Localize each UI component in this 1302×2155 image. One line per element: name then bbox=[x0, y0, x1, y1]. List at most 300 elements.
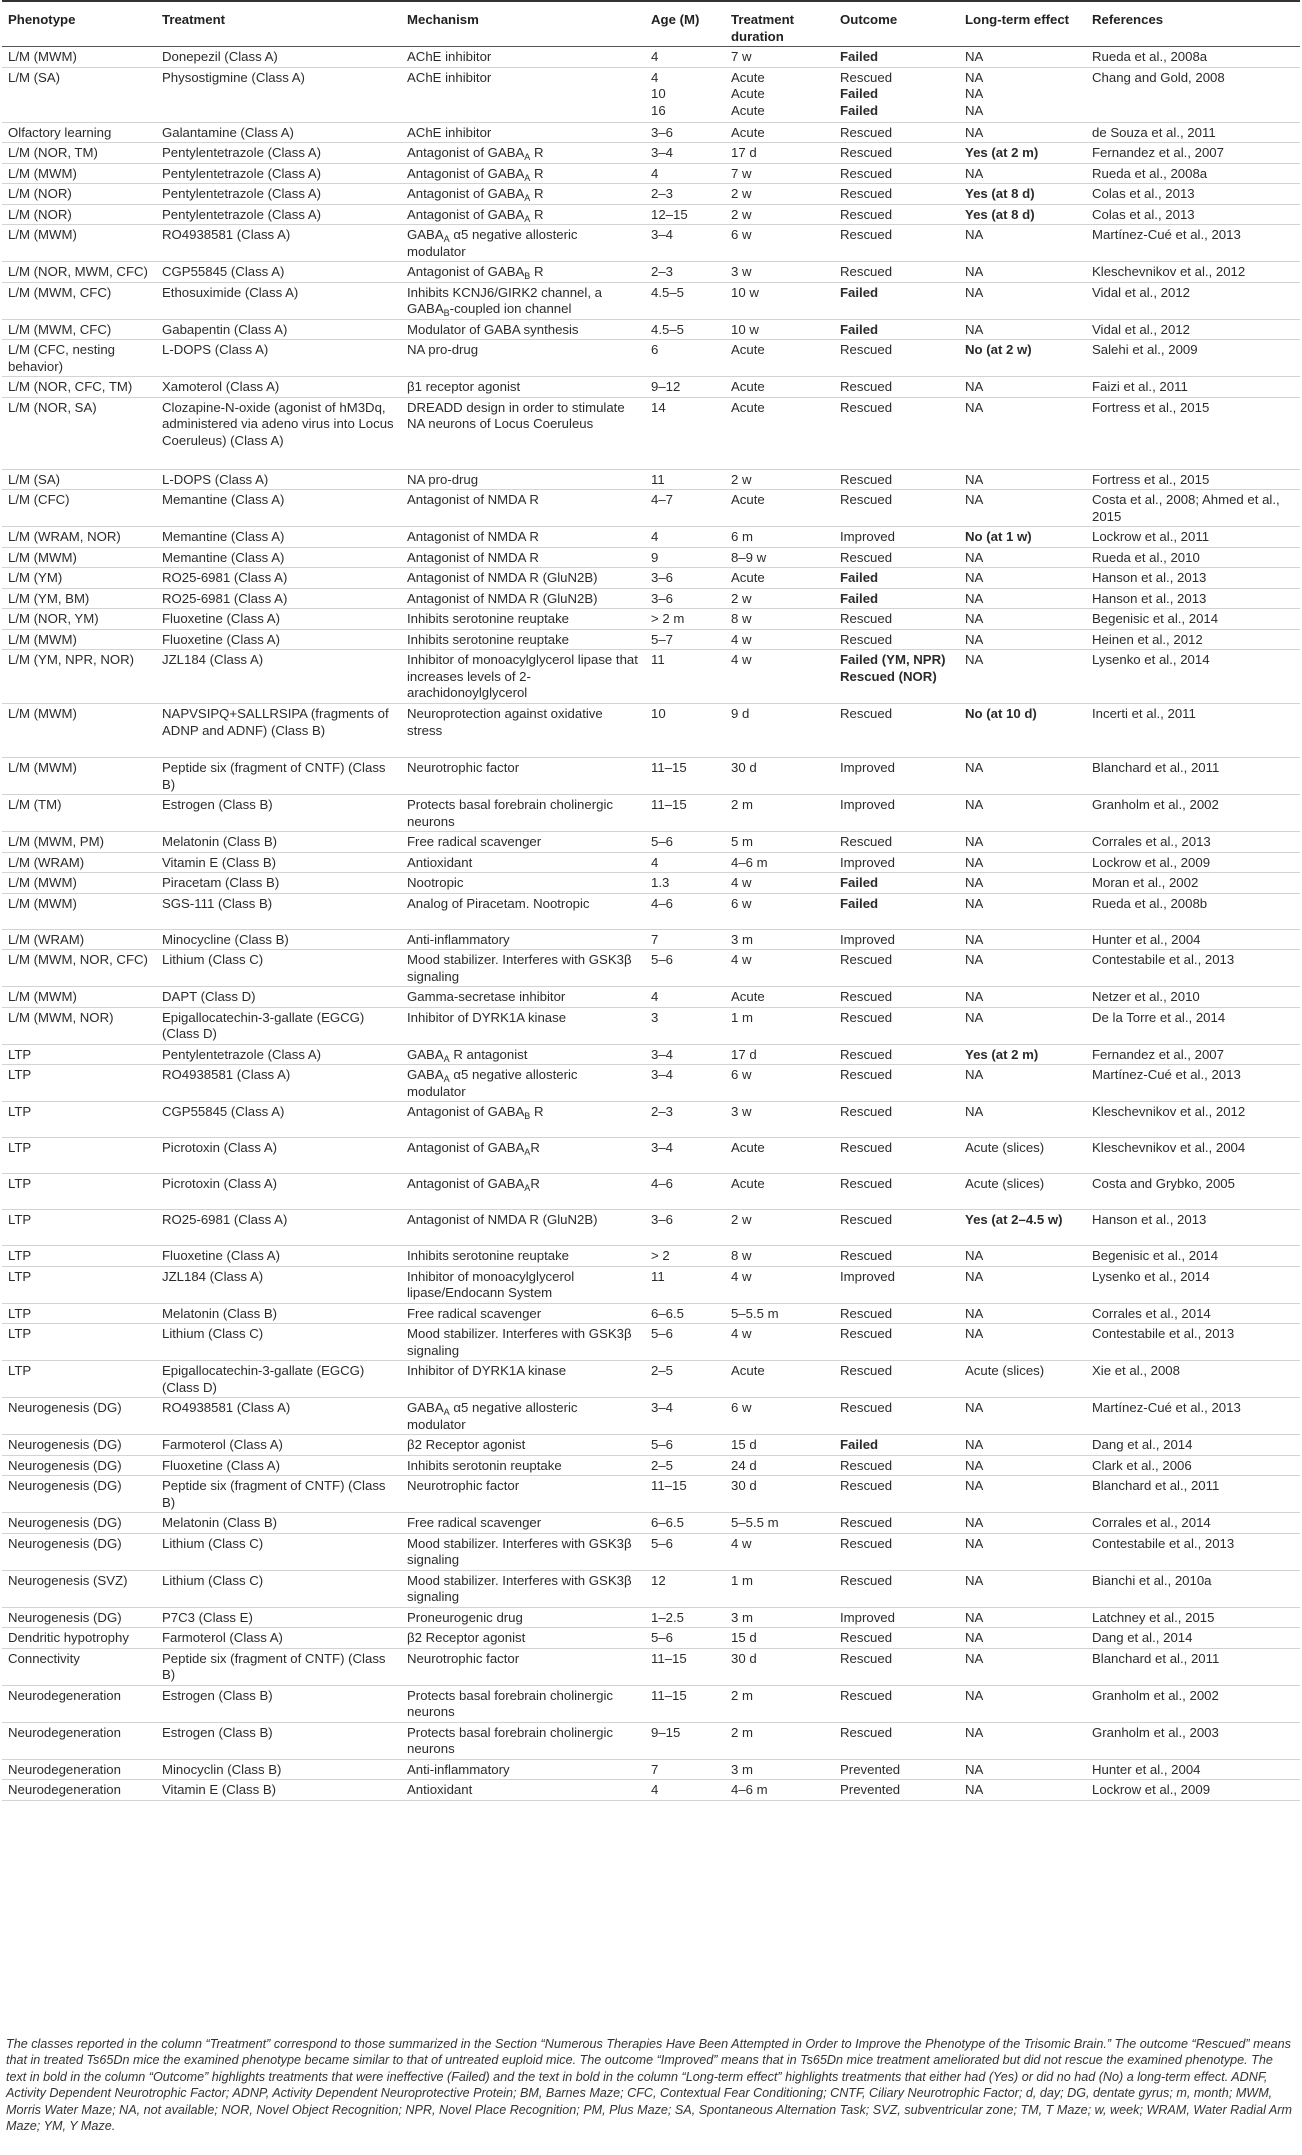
cell-references: Chang and Gold, 2008 bbox=[1092, 69, 1225, 85]
cell-outcome: Improved bbox=[840, 797, 895, 812]
cell-treatment: Melatonin (Class B) bbox=[162, 834, 278, 849]
cell-treatment: Galantamine (Class A) bbox=[162, 124, 294, 140]
cell-references: Granholm et al., 2002 bbox=[1092, 797, 1219, 812]
cell-long-term-effect: NA bbox=[965, 590, 984, 606]
cell-phenotype: LTP bbox=[8, 1305, 32, 1321]
cell-outcome: Rescued bbox=[840, 1400, 893, 1415]
cell-outcome: Failed (YM, NPR) Rescued (NOR) bbox=[840, 652, 946, 684]
cell-mechanism: Analog of Piracetam. Nootropic bbox=[407, 895, 590, 911]
cell-age: 9–12 bbox=[651, 379, 681, 394]
cell-age: 11–15 bbox=[651, 797, 687, 812]
cell-age: 3–6 bbox=[651, 124, 674, 140]
therapies-table bbox=[2, 0, 1300, 1801]
cell-outcome: Rescued bbox=[840, 165, 893, 181]
cell-duration: 4–6 m bbox=[731, 854, 768, 870]
cell-outcome: Rescued bbox=[840, 399, 893, 415]
cell-long-term-effect: NA bbox=[965, 875, 984, 890]
cell-long-term-effect: NA bbox=[965, 760, 984, 775]
cell-mechanism: Inhibitor of DYRK1A kinase bbox=[407, 1363, 567, 1378]
cell-age: 5–7 bbox=[651, 631, 674, 647]
cell-references: Martínez-Cué et al., 2013 bbox=[1092, 1400, 1241, 1415]
cell-references: Incerti et al., 2011 bbox=[1092, 706, 1196, 721]
cell-duration: 7 w bbox=[731, 165, 752, 181]
cell-age: 7 bbox=[651, 931, 659, 947]
cell-phenotype: L/M (YM, BM) bbox=[8, 590, 90, 606]
cell-mechanism: $GABA_A$ α5 negative allosteric modulator bbox=[407, 1400, 578, 1432]
cell-long-term-effect: Yes (at 2 m) bbox=[965, 1046, 1039, 1062]
cell-mechanism: Antagonist of NMDA R bbox=[407, 492, 539, 507]
cell-duration: Acute bbox=[731, 124, 765, 140]
cell-duration: 8 w bbox=[731, 611, 752, 626]
cell-outcome: Rescued bbox=[840, 1363, 893, 1378]
table-row bbox=[2, 795, 1300, 832]
cell-outcome: Improved bbox=[840, 854, 895, 870]
cell-long-term-effect: NA bbox=[965, 1067, 984, 1082]
table-row bbox=[2, 758, 1300, 795]
cell-mechanism: Mood stabilizer. Interferes with GSK3β signaling bbox=[407, 952, 632, 984]
cell-duration: 2 m bbox=[731, 1687, 753, 1703]
cell-phenotype: L/M (NOR, MWM, CFC) bbox=[8, 264, 148, 279]
cell-outcome: Rescued bbox=[840, 1478, 893, 1493]
cell-duration: 17 d bbox=[731, 1046, 757, 1062]
cell-age: 11 bbox=[651, 1268, 665, 1284]
cell-long-term-effect: Acute (slices) bbox=[965, 1140, 1045, 1155]
cell-treatment: Peptide six (fragment of CNTF) (Class B) bbox=[162, 760, 386, 792]
cell-mechanism: Mood stabilizer. Interferes with GSK3β signaling bbox=[407, 1535, 632, 1567]
header-outcome: Outcome bbox=[834, 1, 959, 47]
cell-age: 5–6 bbox=[651, 952, 674, 967]
cell-mechanism: Antagonist of NMDA R (GluN2B) bbox=[407, 570, 598, 585]
cell-long-term-effect: NA bbox=[965, 834, 984, 849]
cell-mechanism: β2 Receptor agonist bbox=[407, 1630, 526, 1645]
cell-mechanism: $GABA_A$ R antagonist bbox=[407, 1046, 528, 1064]
cell-mechanism: Anti-inflammatory bbox=[407, 1761, 510, 1777]
cell-phenotype: Olfactory learning bbox=[8, 124, 112, 140]
cell-age: 3–4 bbox=[651, 145, 674, 160]
cell-outcome: Rescued bbox=[840, 631, 893, 647]
cell-references: Rueda et al., 2008a bbox=[1092, 165, 1208, 181]
cell-duration: 15 d bbox=[731, 1630, 757, 1645]
cell-treatment: L-DOPS (Class A) bbox=[162, 342, 269, 357]
cell-age: 4 bbox=[651, 165, 659, 181]
cell-mechanism: NA pro-drug bbox=[407, 471, 479, 487]
cell-outcome: Rescued bbox=[840, 379, 893, 394]
cell-age: 11–15 bbox=[651, 1478, 687, 1493]
cell-duration: 4 w bbox=[731, 631, 752, 647]
cell-outcome: Failed bbox=[840, 590, 879, 606]
cell-references: Fernandez et al., 2007 bbox=[1092, 1046, 1224, 1062]
cell-long-term-effect: NA bbox=[965, 1478, 984, 1493]
header-treatment: Treatment bbox=[156, 1, 401, 47]
cell-long-term-effect: NA bbox=[965, 931, 984, 947]
cell-duration: 30 d bbox=[731, 1478, 757, 1493]
cell-references: Martínez-Cué et al., 2013 bbox=[1092, 227, 1241, 242]
cell-mechanism: Antagonist of $GABA_A$ R bbox=[407, 145, 544, 162]
cell-mechanism: Mood stabilizer. Interferes with GSK3β signaling bbox=[407, 1572, 632, 1604]
cell-duration: Acute bbox=[731, 492, 765, 507]
cell-long-term-effect: NA bbox=[965, 611, 984, 626]
cell-mechanism: Free radical scavenger bbox=[407, 1305, 542, 1321]
table-row bbox=[2, 1435, 1300, 1456]
table-row bbox=[2, 122, 1300, 143]
cell-age: 4 bbox=[651, 1782, 659, 1797]
cell-age: 9 bbox=[651, 549, 659, 565]
cell-long-term-effect: NA bbox=[965, 1515, 984, 1530]
table-row bbox=[2, 704, 1300, 758]
cell-treatment: NAPVSIPQ+SALLRSIPA (fragments of ADNP and ADNF) (Class B) bbox=[162, 706, 389, 738]
cell-treatment: Ethosuximide (Class A) bbox=[162, 284, 299, 300]
table-row bbox=[2, 1102, 1300, 1138]
cell-long-term-effect: NA bbox=[965, 1630, 984, 1645]
cell-long-term-effect: NA bbox=[965, 1687, 984, 1703]
cell-references: Xie et al., 2008 bbox=[1092, 1363, 1180, 1378]
cell-duration: 2 w bbox=[731, 186, 752, 201]
table-header-row bbox=[2, 1, 1300, 47]
table-row bbox=[2, 950, 1300, 987]
cell-mechanism: β1 receptor agonist bbox=[407, 379, 521, 394]
cell-mechanism: Antagonist of NMDA R (GluN2B) bbox=[407, 590, 598, 606]
cell-duration: 5 m bbox=[731, 834, 753, 849]
header-treatment-duration: Treatment duration bbox=[725, 1, 834, 47]
cell-references: Hunter et al., 2004 bbox=[1092, 931, 1201, 947]
cell-phenotype: LTP bbox=[8, 1067, 32, 1082]
cell-age: 4–6 bbox=[651, 1176, 674, 1191]
cell-phenotype: L/M (WRAM) bbox=[8, 931, 85, 947]
cell-age: 6 bbox=[651, 342, 659, 357]
cell-phenotype: L/M (NOR) bbox=[8, 186, 72, 201]
cell-outcome: Failed bbox=[840, 284, 879, 300]
cell-treatment: Pentylentetrazole (Class A) bbox=[162, 145, 322, 160]
cell-treatment: Peptide six (fragment of CNTF) (Class B) bbox=[162, 1478, 386, 1510]
cell-references: Faizi et al., 2011 bbox=[1092, 379, 1188, 394]
cell-phenotype: Neurogenesis (SVZ) bbox=[8, 1572, 128, 1588]
cell-treatment: Fluoxetine (Class A) bbox=[162, 631, 280, 647]
cell-phenotype: LTP bbox=[8, 1268, 32, 1284]
cell-outcome: Rescued bbox=[840, 206, 893, 222]
cell-age: 3–4 bbox=[651, 1140, 674, 1155]
cell-phenotype: Neurodegeneration bbox=[8, 1724, 121, 1740]
cell-treatment: Donepezil (Class A) bbox=[162, 49, 278, 64]
cell-treatment: Fluoxetine (Class A) bbox=[162, 1457, 280, 1473]
cell-mechanism: Antagonist of NMDA R bbox=[407, 529, 539, 544]
table-row bbox=[2, 1303, 1300, 1324]
cell-references: Lysenko et al., 2014 bbox=[1092, 652, 1210, 667]
cell-mechanism: AChE inhibitor bbox=[407, 49, 492, 64]
cell-treatment: Melatonin (Class B) bbox=[162, 1305, 278, 1321]
cell-treatment: Epigallocatechin-3-gallate (EGCG) (Class D) bbox=[162, 1009, 365, 1041]
cell-references: Bianchi et al., 2010a bbox=[1092, 1572, 1212, 1588]
cell-outcome: Rescued bbox=[840, 1176, 893, 1191]
cell-phenotype: LTP bbox=[8, 1212, 32, 1227]
cell-references: Contestabile et al., 2013 bbox=[1092, 1326, 1235, 1341]
cell-references: Contestabile et al., 2013 bbox=[1092, 1535, 1235, 1551]
table-row bbox=[2, 490, 1300, 527]
cell-references: Lysenko et al., 2014 bbox=[1092, 1268, 1210, 1284]
cell-duration: 2 w bbox=[731, 590, 752, 606]
cell-duration: 17 d bbox=[731, 145, 757, 160]
table-row bbox=[2, 67, 1300, 122]
cell-mechanism: Nootropic bbox=[407, 875, 464, 890]
cell-treatment: RO4938581 (Class A) bbox=[162, 1400, 291, 1415]
cell-treatment: RO4938581 (Class A) bbox=[162, 227, 291, 242]
cell-outcome: Rescued bbox=[840, 1067, 893, 1082]
cell-age: 3–6 bbox=[651, 1212, 674, 1227]
table-row bbox=[2, 547, 1300, 568]
table-row bbox=[2, 1648, 1300, 1685]
cell-treatment: Farmoterol (Class A) bbox=[162, 1630, 283, 1645]
cell-treatment: SGS-111 (Class B) bbox=[162, 895, 273, 911]
cell-references: Clark et al., 2006 bbox=[1092, 1457, 1192, 1473]
cell-treatment: JZL184 (Class A) bbox=[162, 1268, 264, 1284]
cell-references: Kleschevnikov et al., 2012 bbox=[1092, 1104, 1246, 1119]
cell-outcome: Rescued bbox=[840, 1515, 893, 1530]
cell-references: Begenisic et al., 2014 bbox=[1092, 1248, 1219, 1263]
cell-references: Fortress et al., 2015 bbox=[1092, 471, 1210, 487]
cell-references: Salehi et al., 2009 bbox=[1092, 342, 1198, 357]
cell-duration: 4–6 m bbox=[731, 1782, 768, 1797]
cell-references: Rueda et al., 2008a bbox=[1092, 49, 1208, 64]
cell-phenotype: LTP bbox=[8, 1140, 32, 1155]
table-row bbox=[2, 340, 1300, 377]
cell-treatment: Estrogen (Class B) bbox=[162, 1724, 273, 1740]
cell-duration: 30 d bbox=[731, 760, 757, 775]
table-row bbox=[2, 225, 1300, 262]
table-row bbox=[2, 852, 1300, 873]
cell-phenotype: L/M (YM) bbox=[8, 570, 63, 585]
table-row bbox=[2, 893, 1300, 929]
cell-age: 4 bbox=[651, 854, 659, 870]
cell-treatment: Vitamin E (Class B) bbox=[162, 854, 277, 870]
cell-phenotype: Neurogenesis (DG) bbox=[8, 1478, 122, 1493]
cell-mechanism: Antagonist of $GABA_B$ R bbox=[407, 264, 544, 281]
cell-outcome: Rescued bbox=[840, 1326, 893, 1341]
cell-long-term-effect: NA bbox=[965, 1268, 984, 1284]
cell-outcome: Rescued bbox=[840, 227, 893, 242]
cell-phenotype: Neurogenesis (DG) bbox=[8, 1437, 122, 1452]
cell-duration: 1 m bbox=[731, 1009, 753, 1025]
cell-references: Latchney et al., 2015 bbox=[1092, 1609, 1215, 1625]
cell-treatment: Peptide six (fragment of CNTF) (Class B) bbox=[162, 1650, 386, 1682]
cell-duration: Acute bbox=[731, 1176, 765, 1191]
cell-treatment: Estrogen (Class B) bbox=[162, 1687, 273, 1703]
cell-duration: 6 w bbox=[731, 227, 752, 242]
table-row bbox=[2, 873, 1300, 894]
table-row bbox=[2, 650, 1300, 704]
cell-phenotype: L/M (SA) bbox=[8, 69, 61, 85]
cell-phenotype: L/M (MWM) bbox=[8, 875, 77, 890]
cell-age: > 2 m bbox=[651, 611, 685, 626]
table-row bbox=[2, 262, 1300, 283]
cell-treatment: Lithium (Class C) bbox=[162, 1572, 264, 1588]
header-phenotype: Phenotype bbox=[2, 1, 156, 47]
cell-treatment: DAPT (Class D) bbox=[162, 989, 256, 1004]
table-row bbox=[2, 184, 1300, 205]
cell-outcome: Failed bbox=[840, 895, 879, 911]
cell-phenotype: L/M (CFC) bbox=[8, 492, 70, 507]
table-row bbox=[2, 629, 1300, 650]
cell-outcome: Rescued bbox=[840, 186, 893, 201]
cell-age: 5–6 bbox=[651, 1437, 674, 1452]
cell-treatment: Vitamin E (Class B) bbox=[162, 1782, 277, 1797]
cell-age: 4 bbox=[651, 529, 659, 544]
cell-mechanism: Modulator of GABA synthesis bbox=[407, 321, 579, 337]
cell-phenotype: L/M (CFC, nesting behavior) bbox=[8, 342, 115, 374]
cell-duration: 4 w bbox=[731, 952, 752, 967]
cell-references: Lockrow et al., 2009 bbox=[1092, 1782, 1211, 1797]
cell-duration: 3 m bbox=[731, 1761, 753, 1777]
cell-treatment: Pentylentetrazole (Class A) bbox=[162, 165, 322, 181]
cell-long-term-effect: NA bbox=[965, 797, 984, 812]
cell-long-term-effect: Yes (at 2 m) bbox=[965, 145, 1039, 160]
cell-mechanism: Proneurogenic drug bbox=[407, 1609, 523, 1625]
cell-duration: 2 m bbox=[731, 797, 753, 812]
cell-outcome: Rescued bbox=[840, 1650, 893, 1666]
table-row bbox=[2, 469, 1300, 490]
table-row bbox=[2, 1174, 1300, 1210]
cell-phenotype: L/M (NOR, YM) bbox=[8, 611, 99, 626]
table-row bbox=[2, 204, 1300, 225]
cell-treatment: Pentylentetrazole (Class A) bbox=[162, 206, 322, 222]
cell-references: Corrales et al., 2014 bbox=[1092, 1515, 1211, 1530]
cell-phenotype: Neurogenesis (DG) bbox=[8, 1609, 122, 1625]
cell-references: Moran et al., 2002 bbox=[1092, 875, 1199, 890]
cell-duration: 24 d bbox=[731, 1457, 757, 1473]
cell-age: 9–15 bbox=[651, 1724, 681, 1740]
cell-outcome: Rescued bbox=[840, 145, 893, 160]
cell-long-term-effect: NA bbox=[965, 284, 984, 300]
cell-phenotype: L/M (NOR, SA) bbox=[8, 399, 97, 415]
cell-duration: 6 m bbox=[731, 529, 753, 544]
cell-treatment: Physostigmine (Class A) bbox=[162, 69, 305, 85]
cell-treatment: Farmoterol (Class A) bbox=[162, 1437, 283, 1452]
cell-outcome: Rescued bbox=[840, 124, 893, 140]
cell-outcome: Rescued bbox=[840, 1724, 893, 1740]
cell-phenotype: Neurogenesis (DG) bbox=[8, 1535, 122, 1551]
cell-mechanism: Neuroprotection against oxidative stress bbox=[407, 706, 603, 738]
cell-age: 11 bbox=[651, 471, 665, 487]
cell-phenotype: L/M (NOR, CFC, TM) bbox=[8, 379, 133, 394]
cell-long-term-effect: NA NA NA bbox=[965, 69, 984, 118]
cell-outcome: Prevented bbox=[840, 1782, 901, 1797]
cell-phenotype: LTP bbox=[8, 1248, 32, 1263]
cell-mechanism: Inhibitor of DYRK1A kinase bbox=[407, 1009, 567, 1025]
cell-duration: 2 w bbox=[731, 206, 752, 222]
table-row bbox=[2, 47, 1300, 68]
cell-long-term-effect: Yes (at 8 d) bbox=[965, 206, 1035, 222]
cell-mechanism: Protects basal forebrain cholinergic neurons bbox=[407, 797, 613, 829]
cell-age: 10 bbox=[651, 706, 666, 721]
cell-outcome: Failed bbox=[840, 49, 879, 64]
table-row bbox=[2, 1065, 1300, 1102]
cell-age: 11–15 bbox=[651, 1687, 687, 1703]
cell-mechanism: Anti-inflammatory bbox=[407, 931, 510, 947]
table-row bbox=[2, 163, 1300, 184]
cell-outcome: Improved bbox=[840, 529, 895, 544]
cell-phenotype: L/M (MWM) bbox=[8, 895, 77, 911]
cell-treatment: Estrogen (Class B) bbox=[162, 797, 273, 812]
cell-mechanism: β2 Receptor agonist bbox=[407, 1437, 526, 1452]
table-row bbox=[2, 319, 1300, 340]
cell-mechanism: Free radical scavenger bbox=[407, 834, 542, 849]
cell-age: > 2 bbox=[651, 1248, 670, 1263]
cell-treatment: Memantine (Class A) bbox=[162, 529, 285, 544]
cell-references: Heinen et al., 2012 bbox=[1092, 631, 1203, 647]
cell-phenotype: LTP bbox=[8, 1104, 32, 1119]
cell-outcome: Rescued bbox=[840, 1009, 893, 1025]
cell-long-term-effect: Yes (at 2–4.5 w) bbox=[965, 1212, 1063, 1227]
cell-outcome: Rescued bbox=[840, 1212, 893, 1227]
cell-long-term-effect: NA bbox=[965, 1535, 984, 1551]
cell-phenotype: L/M (SA) bbox=[8, 471, 61, 487]
cell-phenotype: L/M (MWM, CFC) bbox=[8, 321, 112, 337]
cell-duration: 3 w bbox=[731, 264, 752, 279]
cell-long-term-effect: NA bbox=[965, 124, 984, 140]
cell-mechanism: Protects basal forebrain cholinergic neurons bbox=[407, 1687, 613, 1719]
cell-duration: 3 m bbox=[731, 1609, 753, 1625]
cell-treatment: Lithium (Class C) bbox=[162, 1326, 264, 1341]
cell-age: 4.5–5 bbox=[651, 284, 685, 300]
cell-age: 3–4 bbox=[651, 1046, 674, 1062]
cell-duration: 6 w bbox=[731, 895, 752, 911]
cell-age: 3–4 bbox=[651, 1400, 674, 1415]
header-long-term-effect: Long-term effect bbox=[959, 1, 1086, 47]
cell-treatment: Fluoxetine (Class A) bbox=[162, 1248, 280, 1263]
cell-phenotype: LTP bbox=[8, 1176, 32, 1191]
cell-mechanism: Antioxidant bbox=[407, 1782, 473, 1797]
cell-references: Hunter et al., 2004 bbox=[1092, 1761, 1201, 1777]
cell-outcome: Rescued bbox=[840, 1457, 893, 1473]
table-row bbox=[2, 1361, 1300, 1398]
cell-mechanism: Antagonist of $GABA_AR$ bbox=[407, 1140, 540, 1157]
cell-long-term-effect: NA bbox=[965, 379, 984, 394]
cell-long-term-effect: NA bbox=[965, 1305, 984, 1321]
table-row bbox=[2, 1455, 1300, 1476]
cell-age: 4–6 bbox=[651, 895, 674, 911]
cell-duration: Acute bbox=[731, 989, 765, 1004]
cell-long-term-effect: NA bbox=[965, 1104, 984, 1119]
cell-references: Fortress et al., 2015 bbox=[1092, 399, 1210, 415]
cell-age: 1–2.5 bbox=[651, 1609, 685, 1625]
cell-phenotype: Neurogenesis (DG) bbox=[8, 1457, 122, 1473]
cell-long-term-effect: NA bbox=[965, 1782, 984, 1797]
header-references: References bbox=[1086, 1, 1300, 47]
cell-long-term-effect: NA bbox=[965, 549, 984, 565]
table-row bbox=[2, 1780, 1300, 1801]
cell-age: 5–6 bbox=[651, 1630, 674, 1645]
cell-mechanism: Inhibitor of monoacylglycerol lipase/Endocann System bbox=[407, 1268, 575, 1300]
cell-long-term-effect: NA bbox=[965, 854, 984, 870]
cell-phenotype: L/M (WRAM, NOR) bbox=[8, 529, 121, 544]
cell-treatment: Fluoxetine (Class A) bbox=[162, 611, 280, 626]
cell-age: 11–15 bbox=[651, 1650, 687, 1666]
cell-treatment: Lithium (Class C) bbox=[162, 1535, 264, 1551]
cell-outcome: Rescued bbox=[840, 1535, 893, 1551]
cell-references: Blanchard et al., 2011 bbox=[1092, 1650, 1220, 1666]
cell-duration: 8–9 w bbox=[731, 549, 767, 565]
cell-treatment: Picrotoxin (Class A) bbox=[162, 1176, 278, 1191]
cell-age: 2–5 bbox=[651, 1363, 674, 1378]
cell-phenotype: Neurodegeneration bbox=[8, 1687, 121, 1703]
table-row bbox=[2, 397, 1300, 469]
cell-references: Hanson et al., 2013 bbox=[1092, 590, 1207, 606]
cell-duration: Acute Acute Acute bbox=[731, 69, 765, 118]
table-row bbox=[2, 1533, 1300, 1570]
cell-outcome: Rescued Failed Failed bbox=[840, 69, 893, 118]
cell-long-term-effect: No (at 1 w) bbox=[965, 529, 1032, 544]
cell-mechanism: Inhibits serotonine reuptake bbox=[407, 631, 570, 647]
cell-age: 3–6 bbox=[651, 570, 674, 585]
table-row bbox=[2, 929, 1300, 950]
